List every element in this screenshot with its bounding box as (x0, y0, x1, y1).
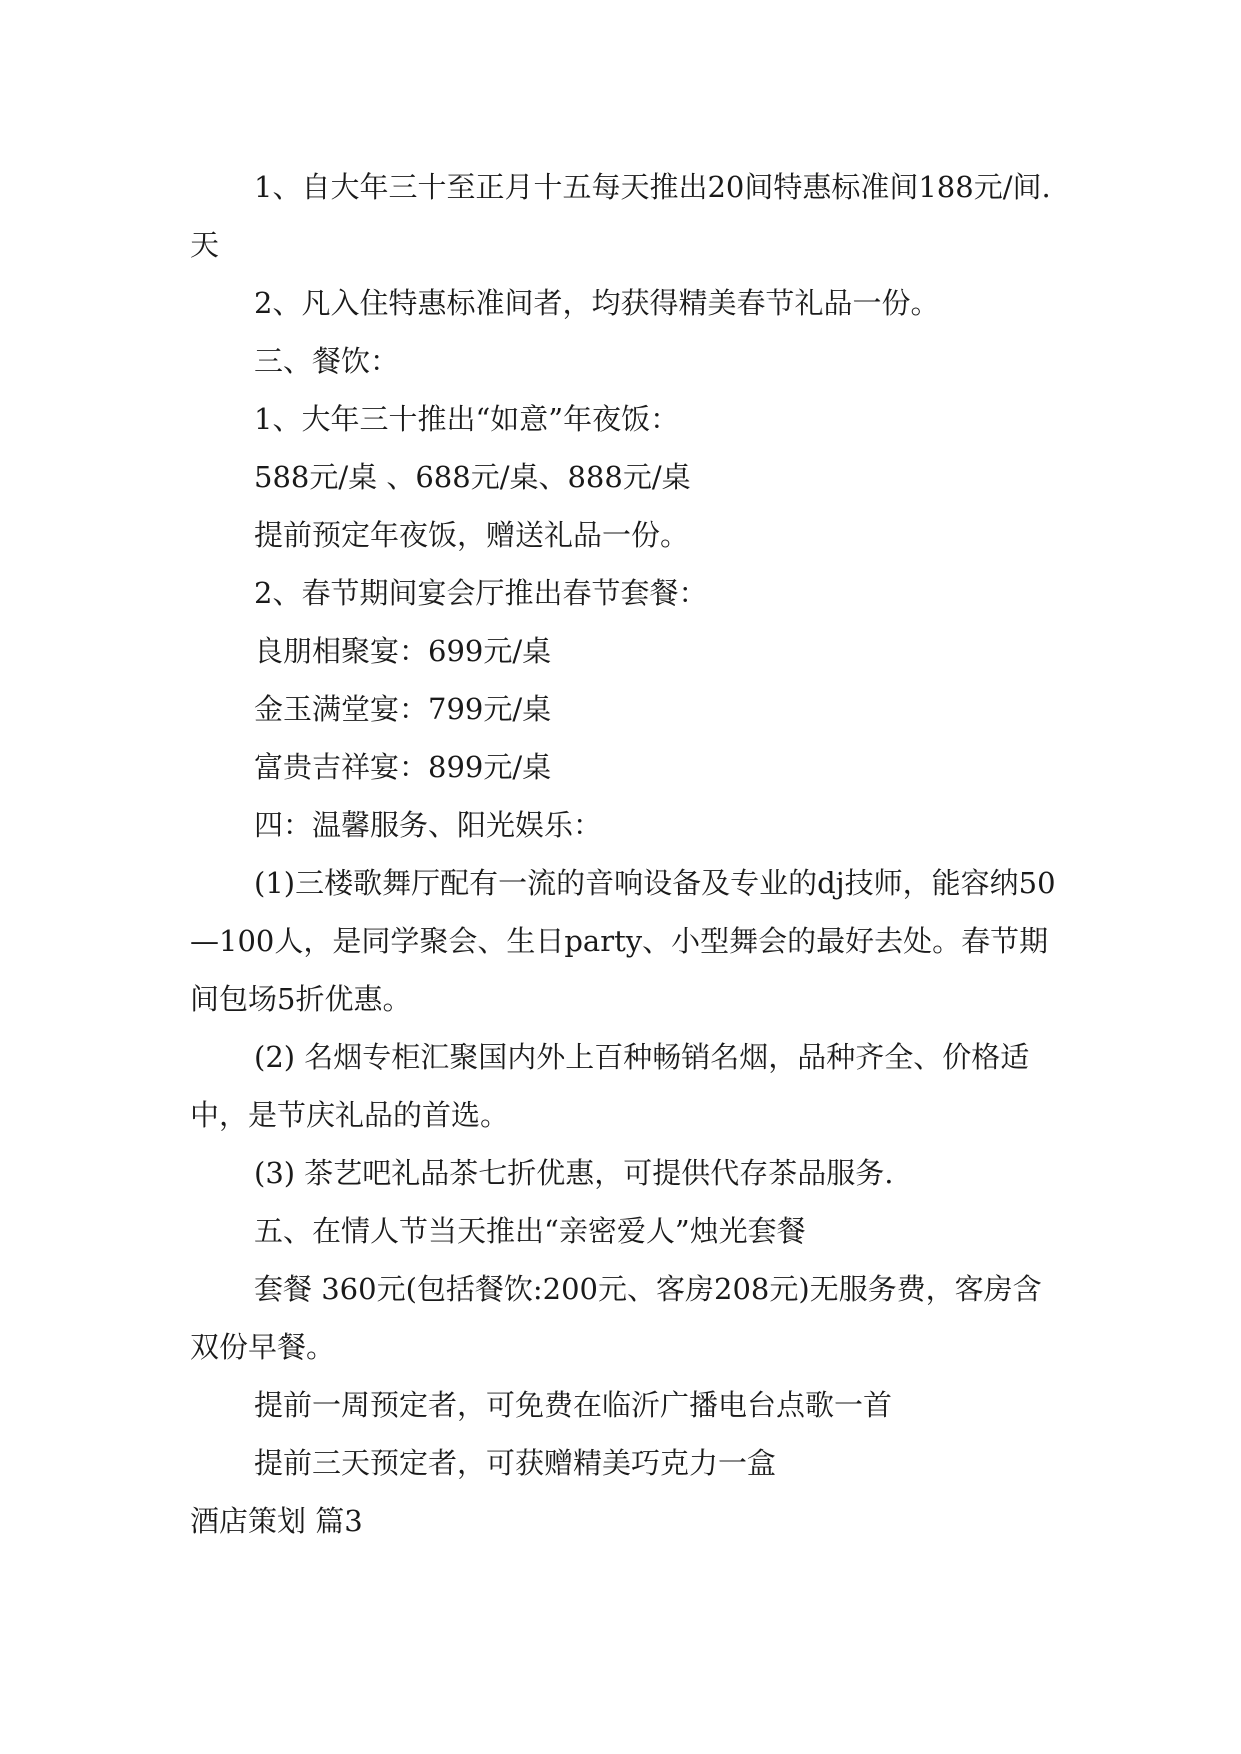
paragraph-banquet-packages: 2、春节期间宴会厅推出春节套餐： (254, 576, 708, 610)
paragraph-tea-bar: (3) 茶艺吧礼品茶七折优惠，可提供代存茶品服务. (254, 1156, 894, 1190)
paragraph-week-advance-offer: 提前一周预定者，可免费在临沂广播电台点歌一首 (254, 1388, 893, 1422)
paragraph-advance-booking-gift: 提前预定年夜饭，赠送礼品一份。 (254, 518, 690, 552)
heading-dining: 三、餐饮： (254, 344, 400, 378)
paragraph-package-1: 良朋相聚宴：699元/桌 (254, 634, 552, 668)
paragraph-standard-room-offer: 1、自大年三十至正月十五每天推出20间特惠标准间188元/间.天 (190, 170, 1051, 262)
paragraph-package-details: 套餐 360元(包括餐饮:200元、客房208元)无服务费，客房含双份早餐。 (190, 1272, 1042, 1364)
paragraph-dance-hall: (1)三楼歌舞厅配有一流的音响设备及专业的dj技师，能容纳50—100人，是同学聚会、生日party、小型舞会的最好去处。春节期间包场5折优惠。 (190, 866, 1056, 1016)
paragraph-package-2: 金玉满堂宴：799元/桌 (254, 692, 552, 726)
paragraph-package-3: 富贵吉祥宴：899元/桌 (254, 750, 552, 784)
paragraph-gift-for-guests: 2、凡入住特惠标准间者，均获得精美春节礼品一份。 (254, 286, 940, 320)
paragraph-dinner-prices: 588元/桌 、688元/桌、888元/桌 (254, 460, 691, 494)
paragraph-valentines-package: 五、在情人节当天推出“亲密爱人”烛光套餐 (254, 1214, 806, 1248)
heading-service-entertainment: 四：温馨服务、阳光娱乐： (254, 808, 603, 842)
paragraph-tobacco-counter: (2) 名烟专柜汇聚国内外上百种畅销名烟，品种齐全、价格适中，是节庆礼品的首选。 (190, 1040, 1030, 1132)
paragraph-three-day-advance-offer: 提前三天预定者，可获赠精美巧克力一盒 (254, 1446, 777, 1480)
paragraph-new-year-eve-dinner: 1、大年三十推出“如意”年夜饭： (254, 402, 680, 436)
section-title-hotel-plan-3: 酒店策划 篇3 (190, 1504, 363, 1538)
